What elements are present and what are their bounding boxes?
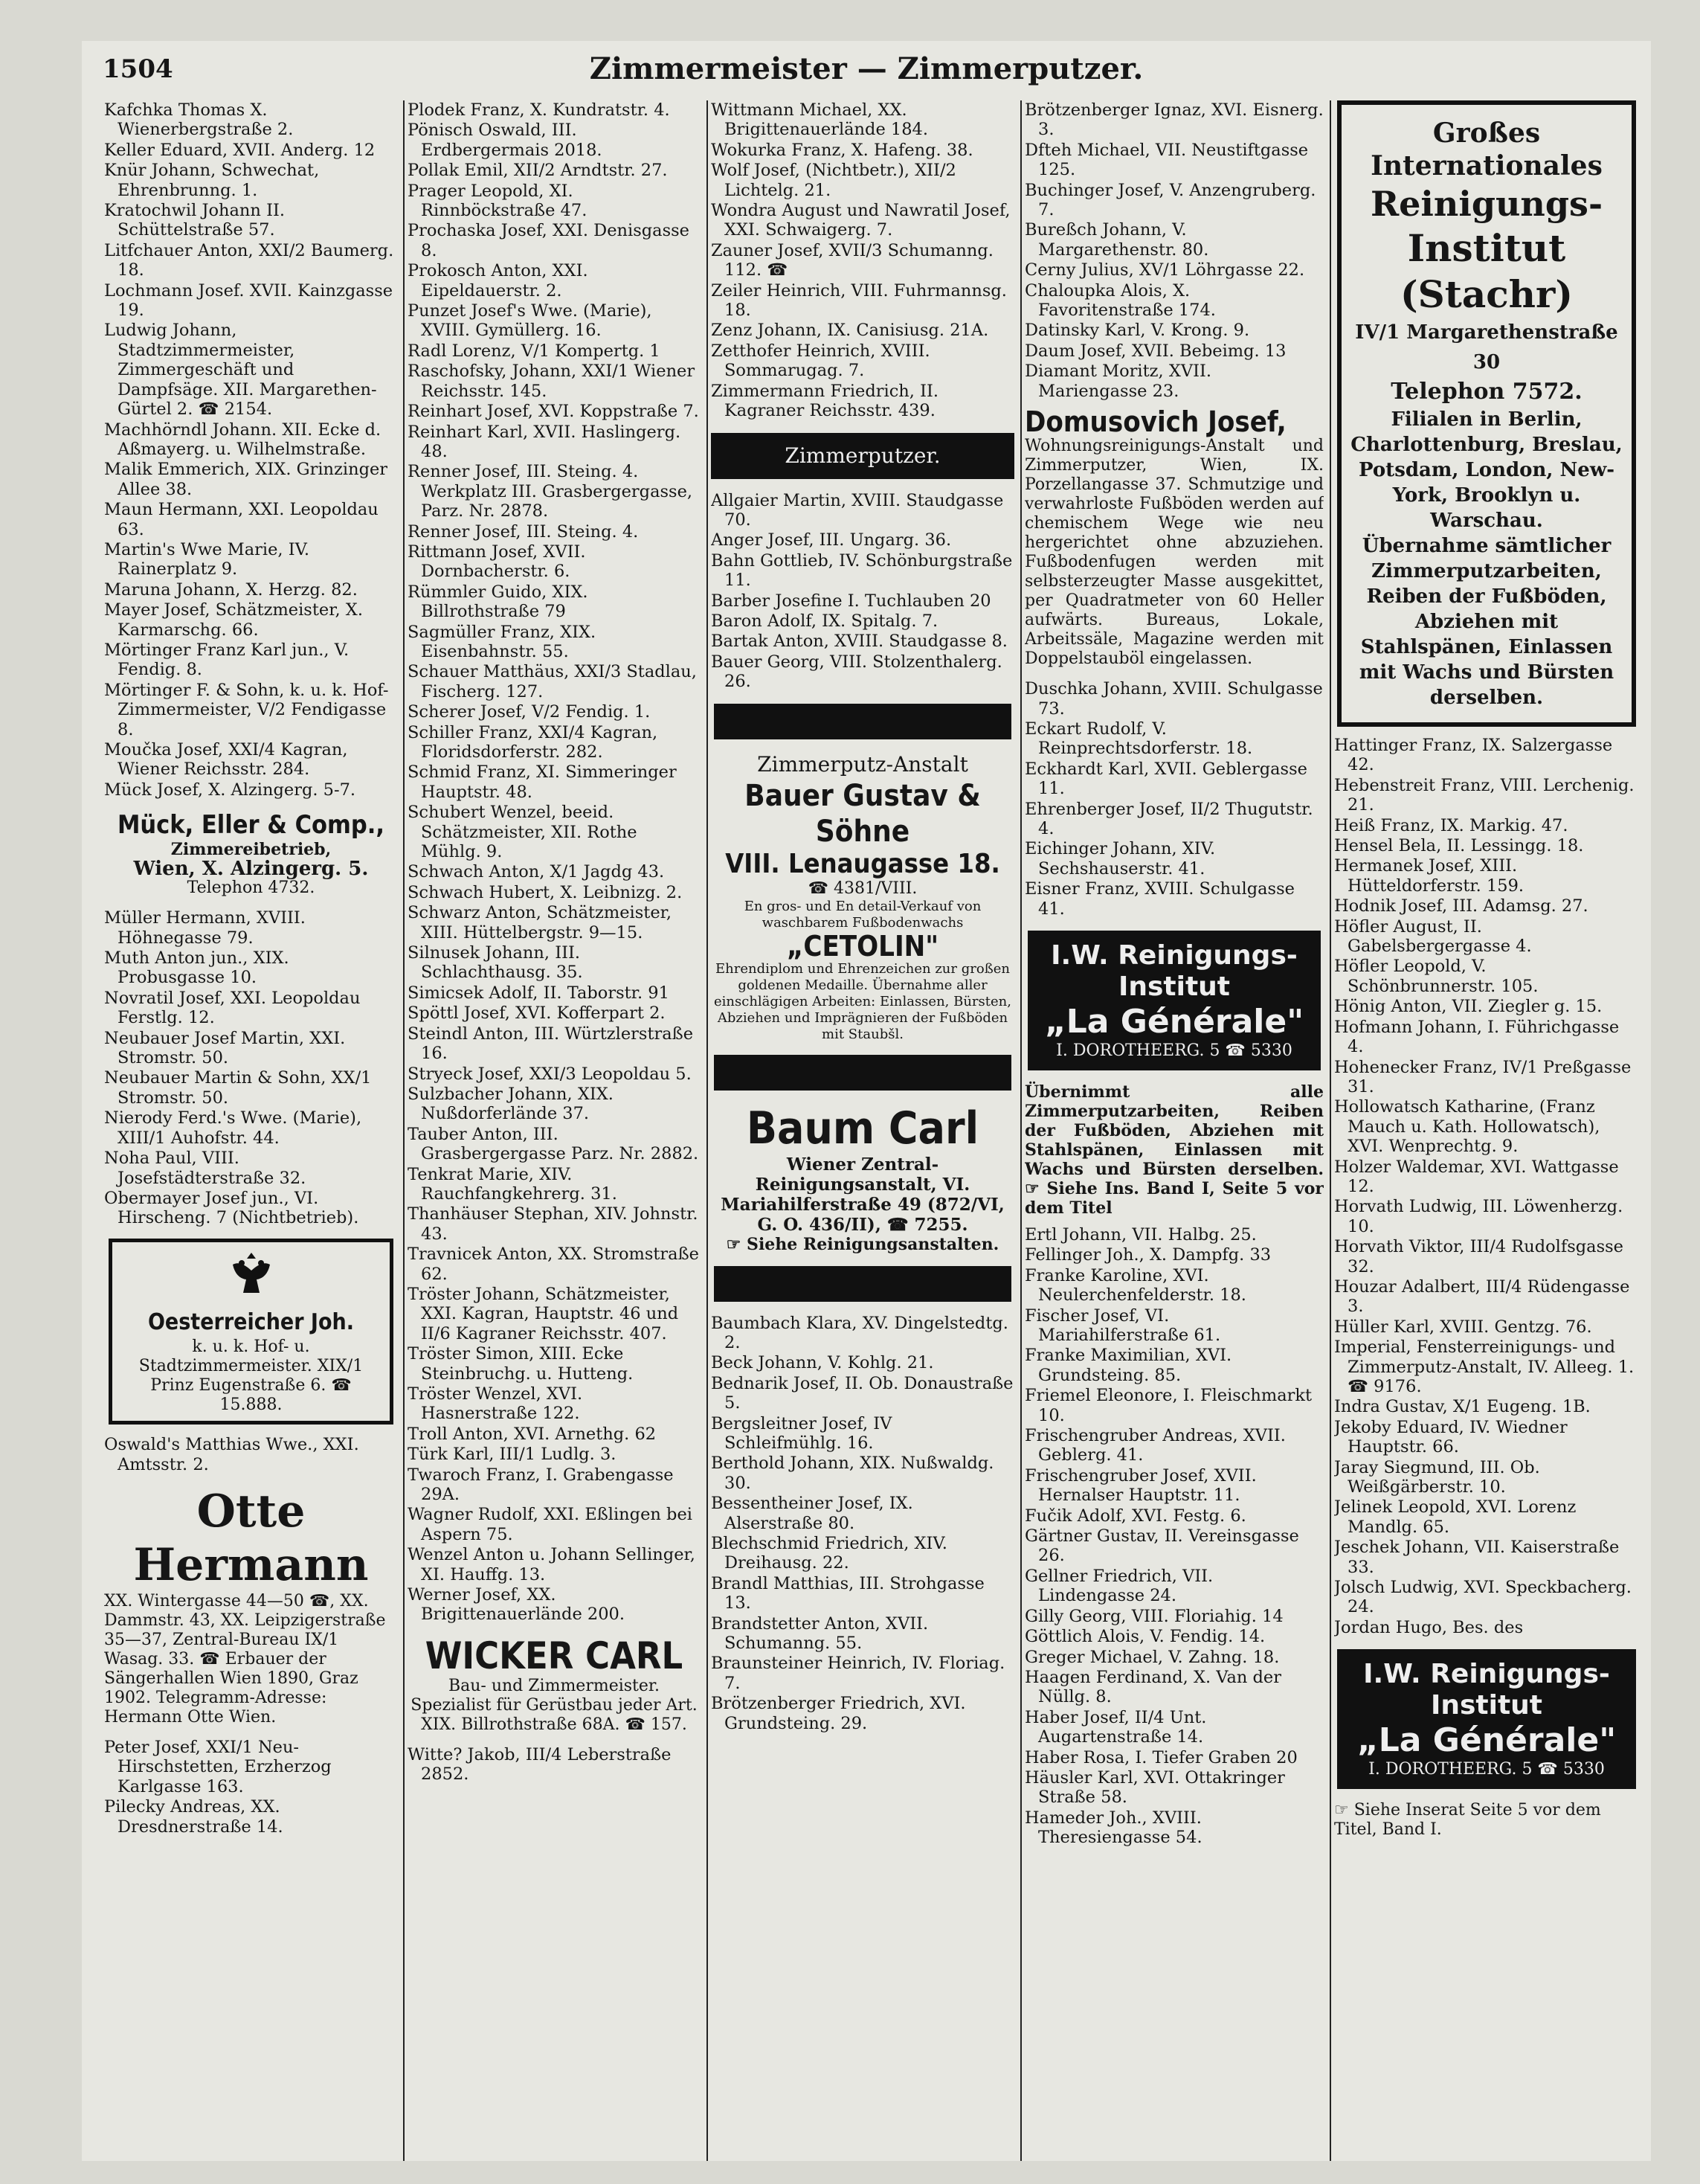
list-item: Franke Maximilian, XVI. Grundsteing. 85. — [1025, 1346, 1232, 1385]
list-item: Schmid Franz, XI. Simmeringer Hauptstr. 48. — [408, 762, 677, 802]
directory-page — [82, 41, 1651, 2161]
ad-line: I.W. Reinigungs- — [1051, 940, 1298, 971]
ad-la-generale — [1028, 931, 1321, 1070]
column-2 — [408, 100, 701, 2161]
list-item: Sagmüller Franz, XIX. Eisenbahnstr. 55. — [408, 622, 596, 661]
list-item: Scherer Josef, V/2 Fendig. 1. — [408, 702, 651, 722]
list-item: Tröster Johann, Schätzmeister, XXI. Kagran, Hauptstr. 46 und II/6 Kagraner Reichsstr. 407. — [408, 1284, 679, 1343]
list-item: Franke Karoline, XVI. Neulerchenfelderstr. 18. — [1025, 1265, 1246, 1305]
list-item: Beck Johann, V. Kohlg. 21. — [711, 1353, 934, 1373]
ad-title: Mück, Eller & Comp., — [117, 810, 385, 841]
list-item: Pönisch Oswald, III. Erdbergermais 2018. — [408, 121, 602, 160]
list-item: Simicsek Adolf, II. Taborstr. 91 — [408, 983, 669, 1003]
list-item: Schwach Hubert, X. Leibnizg. 2. — [408, 882, 683, 902]
list-item: Holzer Waldemar, XVI. Wattgasse 12. — [1334, 1157, 1619, 1196]
list-item: Spöttl Josef, XVI. Kofferpart 2. — [408, 1003, 666, 1024]
ad-branches: Filialen in Berlin, Charlottenburg, Breslau, Potsdam, London, New-York, Brooklyn u. Warschau. — [1350, 408, 1623, 532]
ad-stachr — [1337, 100, 1636, 727]
list-item: Machhörndl Johann. XII. Ecke d. Aßmayerg. u. Wilhelmstraße. — [104, 420, 381, 459]
list-item: Eckhardt Karl, XVII. Geblergasse 11. — [1025, 759, 1307, 799]
running-head: Zimmermeister — Zimmerputzer. — [589, 51, 1144, 86]
list-item: Hensel Bela, II. Lessingg. 18. — [1334, 836, 1584, 856]
list-item: Horvath Ludwig, III. Löwenherzg. 10. — [1334, 1197, 1623, 1236]
ad-line: Institut — [1118, 971, 1231, 1002]
list-item: Tauber Anton, III. Grasbergergasse Parz. Nr. 2882. — [408, 1124, 699, 1164]
ad-line: ☎ 4381/VIII. — [808, 879, 918, 898]
ad-body: k. u. k. Hof- u. Stadtzimmermeister. XIX/1 Prinz Eugenstraße 6. ☎ 15.888. — [138, 1337, 364, 1415]
list-item: Mörtinger Franz Karl jun., V. Fendig. 8. — [104, 640, 350, 680]
list-item: Hüller Karl, XVIII. Gentzg. 76. — [1334, 1317, 1592, 1337]
list-item: Prokosch Anton, XXI. Eipeldauerstr. 2. — [408, 261, 588, 301]
list-item: Bauer Georg, VIII. Stolzenthalerg. 26. — [711, 652, 1002, 692]
list-item: Zauner Josef, XVII/3 Schumanng. 112. ☎ — [711, 240, 994, 280]
ad-title: Institut — [1407, 226, 1566, 270]
entry-list-4a — [1025, 100, 1324, 401]
ad-title: „La Générale" — [1044, 1002, 1304, 1041]
ad-line: Internationales — [1371, 150, 1603, 182]
ad-body: Wiener Zentral-Reinigungsanstalt, VI. Mariahilferstraße 49 (872/VI, G. O. 436/II), ☎ 7255. — [721, 1154, 1005, 1235]
list-item: Hattinger Franz, IX. Salzergasse 42. — [1334, 736, 1613, 775]
column-4 — [1025, 100, 1324, 2161]
list-item: Bahn Gottlieb, IV. Schönburgstraße 11. — [711, 550, 1013, 591]
list-item: Nierody Ferd.'s Wwe. (Marie), XIII/1 Auhofstr. 44. — [104, 1108, 362, 1148]
list-item: Martin's Wwe Marie, IV. Rainerplatz 9. — [104, 539, 310, 579]
list-item: Jelinek Leopold, XVI. Lorenz Mandlg. 65. — [1334, 1497, 1577, 1537]
ad-title: WICKER CARL — [425, 1634, 683, 1677]
list-item: Eisner Franz, XVIII. Schulgasse 41. — [1025, 879, 1295, 919]
list-item: Chaloupka Alois, X. Favoritenstraße 174. — [1025, 280, 1216, 321]
list-item: Noha Paul, VIII. Josefstädterstraße 32. — [104, 1149, 306, 1188]
list-item: Twaroch Franz, I. Grabengasse 29A. — [408, 1465, 674, 1505]
list-item: Eckart Rudolf, V. Reinprechtsdorferstr. 18. — [1025, 719, 1253, 759]
list-item: Eichinger Johann, XIV. Sechshauserstr. 41. — [1025, 839, 1216, 879]
ad-title: (Stachr) — [1400, 272, 1574, 316]
ad-note: ☞ Siehe Inserat Seite 5 vor dem Titel, Band I. — [1334, 1801, 1601, 1840]
list-item: Prager Leopold, XI. Rinnböckstraße 47. — [408, 181, 587, 221]
list-item: Daum Josef, XVII. Bebeimg. 13 — [1025, 341, 1287, 361]
list-item: Ehrenberger Josef, II/2 Thugutstr. 4. — [1025, 799, 1313, 838]
list-item: Peter Josef, XXI/1 Neu-Hirschstetten, Erzherzog Karlgasse 163. — [104, 1737, 332, 1796]
ad-body: Bau- und Zimmermeister. Spezialist für Gerüstbau jeder Art. XIX. Billrothstraße 68A. ☎ 157. — [410, 1676, 698, 1734]
list-item: Litfchauer Anton, XXI/2 Baumerg. 18. — [104, 240, 394, 280]
list-item: Silnusek Johann, III. Schlachthausg. 35. — [408, 943, 583, 983]
ad-line: Ehrendiplom und Ehrenzeichen zur großen goldenen Medaille. Übernahme aller einschlägigen Arbeiten: Einlassen, Bürsten, Abziehen und Imprägnieren der Fußböden mit Staubšl. — [714, 960, 1011, 1042]
list-item: Neubauer Josef Martin, XXI. Stromstr. 50. — [104, 1028, 346, 1068]
list-item: Zenz Johann, IX. Canisiusg. 21A. — [711, 321, 989, 341]
list-item: Radl Lorenz, V/1 Kompertg. 1 — [408, 341, 660, 361]
list-item: Brandstetter Anton, XVII. Schumanng. 55. — [711, 1613, 929, 1654]
list-item: Bednarik Josef, II. Ob. Donaustraße 5. — [711, 1373, 1014, 1413]
ad-wicker — [408, 1635, 701, 1735]
column-rule — [706, 100, 708, 2161]
list-item: Hameder Joh., XVIII. Theresiengasse 54. — [1025, 1808, 1202, 1848]
list-item: Renner Josef, III. Steing. 4. — [408, 521, 639, 542]
list-item: Zeiler Heinrich, VIII. Fuhrmannsg. 18. — [711, 280, 1007, 321]
list-item: Imperial, Fensterreinigungs- und Zimmerputz-Anstalt, IV. Alleeg. 1. ☎ 9176. — [1334, 1337, 1635, 1396]
entry-list-1b — [104, 908, 398, 1228]
list-item: Jekoby Eduard, IV. Wiedner Hauptstr. 66. — [1334, 1417, 1568, 1457]
list-item: Lochmann Josef. XVII. Kainzgasse 19. — [104, 280, 393, 321]
list-item: Höfler August, II. Gabelsbergergasse 4. — [1334, 916, 1532, 957]
list-item: Malik Emmerich, XIX. Grinzinger Allee 38. — [104, 460, 388, 499]
section-title: Zimmerputzer. — [711, 433, 1014, 479]
ad-line: I. DOROTHEERG. 5 ☎ 5330 — [1056, 1041, 1292, 1060]
list-item: Reinhart Josef, XVI. Koppstraße 7. — [408, 402, 699, 422]
list-item: Mück Josef, X. Alzingerg. 5-7. — [104, 780, 356, 800]
ad-body: XX. Wintergasse 44—50 ☎, XX. Dammstr. 43, XX. Leipzigerstraße 35—37, Zentral-Bureau IX/1 Wasag. 33. ☎ Erbauer der Sängerhallen Wien 1890, Graz 1902. Telegramm-Adresse: Hermann Otte Wien. — [104, 1591, 386, 1727]
list-item: Göttlich Alois, V. Fendig. 14. — [1025, 1627, 1266, 1647]
list-item: Gellner Friedrich, VII. Lindengasse 24. — [1025, 1566, 1214, 1606]
list-item: Indra Gustav, X/1 Eugeng. 1B. — [1334, 1397, 1591, 1417]
list-item: Tröster Wenzel, XVI. Hasnerstraße 122. — [408, 1384, 583, 1424]
entry-list-2a — [408, 100, 701, 1625]
list-item: Tröster Simon, XIII. Ecke Steinbruchg. u. Hutteng. — [408, 1344, 634, 1384]
list-item: Zimmermann Friedrich, II. Kagraner Reichsstr. 439. — [711, 381, 939, 421]
list-item: Diamant Moritz, XVII. Mariengasse 23. — [1025, 362, 1212, 401]
ad-body: Wohnungsreinigungs-Anstalt und Zimmerputzer, Wien, IX. Porzellangasse 37. Schmutzige und verwahrloste Fußböden werden auf chemischem Wege wie neu hergerichtet ohne abzuziehen. Fußbodenfugen werden mit selbsterzeugter Masse ausgekittet, per Quadratmeter von 60 Heller aufwärts. Bureaus, Lokale, Arbeitssäle, Magazine werden mit Doppelstauböl eingelassen. — [1025, 437, 1324, 669]
list-item: Keller Eduard, XVII. Anderg. 12 — [104, 140, 376, 160]
entry-list-3b — [711, 491, 1014, 692]
ad-title: Domusovich Josef, — [1025, 405, 1287, 439]
list-item: Friemel Eleonore, I. Fleischmarkt 10. — [1025, 1386, 1313, 1425]
ad-oesterreicher — [109, 1239, 393, 1425]
entry-list-3a — [711, 100, 1014, 421]
list-item: Jolsch Ludwig, XVI. Speckbacherg. 24. — [1334, 1578, 1632, 1617]
list-item: Allgaier Martin, XVIII. Staudgasse 70. — [711, 490, 1004, 530]
list-item: Schwarz Anton, Schätzmeister, XIII. Hüttelbergstr. 9—15. — [408, 903, 672, 942]
list-item: Hönig Anton, VII. Ziegler g. 15. — [1334, 997, 1603, 1017]
entry-list-4c — [1025, 1225, 1324, 1848]
list-item: Brötzenberger Friedrich, XVI. Grundsteing. 29. — [711, 1694, 966, 1733]
list-item: Knür Johann, Schwechat, Ehrenbrunng. 1. — [104, 161, 320, 200]
ad-baum-carl — [711, 1102, 1014, 1254]
column-3 — [711, 100, 1014, 2161]
ad-line: Großes — [1432, 118, 1541, 149]
list-item: Ertl Johann, VII. Halbg. 25. — [1025, 1224, 1257, 1244]
list-item: Sulzbacher Johann, XIX. Nußdorferlände 37. — [408, 1084, 614, 1124]
list-item: Haber Josef, II/4 Unt. Augartenstraße 14. — [1025, 1707, 1207, 1747]
list-item: Mörtinger F. & Sohn, k. u. k. Hof-Zimmermeister, V/2 Fendigasse 8. — [104, 680, 389, 739]
list-item: Hebenstreit Franz, VIII. Lerchenig. 21. — [1334, 775, 1635, 815]
list-item: Jaray Siegmund, III. Ob. Weißgärberstr. 10. — [1334, 1457, 1540, 1497]
list-item: Anger Josef, III. Ungarg. 36. — [711, 530, 952, 550]
ad-title: Reinigungs- — [1370, 184, 1603, 224]
list-item: Novratil Josef, XXI. Leopoldau Ferstlg. 12. — [104, 988, 361, 1028]
list-item: Braunsteiner Heinrich, IV. Floriag. 7. — [711, 1654, 1005, 1693]
list-item: Horvath Viktor, III/4 Rudolfsgasse 32. — [1334, 1237, 1623, 1276]
list-item: Blechschmid Friedrich, XIV. Dreihausg. 22. — [711, 1534, 947, 1573]
list-item: Kafchka Thomas X. Wienerbergstraße 2. — [104, 100, 294, 140]
list-item: Gärtner Gustav, II. Vereinsgasse 26. — [1025, 1526, 1299, 1566]
list-item: Gilly Georg, VIII. Floriahig. 14 — [1025, 1606, 1284, 1626]
list-item: Brötzenberger Ignaz, XVI. Eisnerg. 3. — [1025, 100, 1324, 140]
list-item: Hermanek Josef, XIII. Hütteldorferstr. 159. — [1334, 856, 1524, 896]
list-item: Bessentheiner Josef, IX. Alserstraße 80. — [711, 1494, 913, 1533]
ad-line: Institut — [1430, 1690, 1543, 1721]
list-item: Heiß Franz, IX. Markig. 47. — [1334, 815, 1568, 835]
entry-list-5a — [1334, 736, 1639, 1637]
list-item: Jeschek Johann, VII. Kaiserstraße 33. — [1334, 1538, 1620, 1577]
list-item: Schubert Wenzel, beeid. Schätzmeister, XII. Rothe Mühlg. 9. — [408, 803, 637, 862]
list-item: Frischengruber Josef, XVII. Hernalser Hauptstr. 11. — [1025, 1465, 1257, 1506]
column-rule — [1020, 100, 1022, 2161]
list-item: Dfteh Michael, VII. Neustiftgasse 125. — [1025, 140, 1309, 180]
list-item: Rittmann Josef, XVII. Dornbacherstr. 6. — [408, 542, 586, 582]
list-item: Prochaska Josef, XXI. Denisgasse 8. — [408, 221, 689, 260]
ad-line: Wien, X. Alzingerg. 5. — [133, 858, 369, 881]
ad-address: VIII. Lenaugasse 18. — [725, 848, 1000, 879]
list-item: Reinhart Karl, XVII. Haslingerg. 48. — [408, 422, 681, 461]
divider-bar — [714, 704, 1011, 739]
list-item: Maun Hermann, XXI. Leopoldau 63. — [104, 500, 379, 539]
ad-address: IV/1 Margarethenstraße 30 — [1355, 321, 1618, 373]
page-header — [82, 41, 1651, 100]
list-item: Brandl Matthias, III. Strohgasse 13. — [711, 1573, 985, 1613]
list-item: Häusler Karl, XVI. Ottakringer Straße 58. — [1025, 1767, 1285, 1808]
ad-domusovich — [1025, 407, 1324, 669]
list-item: Fischer Josef, VI. Mariahilferstraße 61. — [1025, 1305, 1221, 1345]
ad-text: Übernimmt alle Zimmerputzarbeiten, Reiben der Fußböden, Abziehen mit Stahlspänen, Einlassen mit Wachs und Bürsten derselben. ☞ Siehe Ins. Band I, Seite 5 vor dem Titel — [1025, 1082, 1324, 1218]
entry-list-1a — [104, 100, 398, 800]
column-rule — [1330, 100, 1331, 2161]
ad-mueck-eller — [104, 810, 398, 898]
double-eagle-icon — [225, 1248, 277, 1300]
list-item: Houzar Adalbert, III/4 Rüdengasse 3. — [1334, 1276, 1630, 1317]
list-item: Hohenecker Franz, IV/1 Preßgasse 31. — [1334, 1057, 1632, 1096]
list-item: Jordan Hugo, Bes. des — [1334, 1617, 1524, 1637]
ad-title: Oesterreicher Joh. — [147, 1309, 354, 1336]
list-item: Travnicek Anton, XX. Stromstraße 62. — [408, 1244, 699, 1284]
list-item: Punzet Josef's Wwe. (Marie), XVIII. Gymüllerg. 16. — [408, 301, 652, 341]
list-item: Haber Rosa, I. Tiefer Graben 20 — [1025, 1747, 1298, 1767]
list-item: Hollowatsch Katharine, (Franz Mauch u. Kath. Hollowatsch), XVI. Wenprechtg. 9. — [1334, 1097, 1600, 1157]
list-item: Wolf Josef, (Nichtbetr.), XII/2 Lichtelg. 21. — [711, 161, 956, 200]
page-number: 1504 — [103, 54, 173, 84]
divider-bar — [714, 1055, 1011, 1091]
list-item: Bergsleitner Josef, IV Schleifmühlg. 16. — [711, 1413, 892, 1453]
list-item: Duschka Johann, XVIII. Schulgasse 73. — [1025, 679, 1323, 719]
ad-product: „CETOLIN" — [786, 929, 939, 963]
ad-line: Telephon 4732. — [187, 879, 315, 898]
list-item: Bureßch Johann, V. Margarethenstr. 80. — [1025, 220, 1209, 260]
list-item: Maruna Johann, X. Herzg. 82. — [104, 579, 358, 600]
list-item: Wondra August und Nawratil Josef, XXI. Schwaigerg. 7. — [711, 201, 1011, 240]
ad-line: Zimmerputz-Anstalt — [757, 751, 968, 777]
list-item: Hodnik Josef, III. Adamsg. 27. — [1334, 896, 1588, 916]
list-item: Müller Hermann, XVIII. Höhnegasse 79. — [104, 908, 306, 948]
list-item: Ludwig Johann, Stadtzimmermeister, Zimmergeschäft und Dampfsäge. XII. Margarethen-Gürtel 2. ☎ 2154. — [104, 321, 377, 420]
column-rule — [403, 100, 405, 2161]
list-item: Fučik Adolf, XVI. Festg. 6. — [1025, 1506, 1246, 1526]
list-item: Steindl Anton, III. Würtzlerstraße 16. — [408, 1024, 694, 1064]
list-item: Mayer Josef, Schätzmeister, X. Karmarschg. 66. — [104, 600, 363, 640]
ad-title: „La Générale" — [1356, 1721, 1617, 1760]
list-item: Wokurka Franz, X. Hafeng. 38. — [711, 140, 973, 160]
ad-otte — [104, 1485, 398, 1727]
list-item: Wagner Rudolf, XXI. Eßlingen bei Aspern 75. — [408, 1505, 692, 1544]
list-item: Tenkrat Marie, XIV. Rauchfangkehrerg. 31. — [408, 1164, 617, 1204]
list-item: Höfler Leopold, V. Schönbrunnerstr. 105. — [1334, 957, 1539, 996]
list-item: Rümmler Guido, XIX. Billrothstraße 79 — [408, 582, 588, 622]
list-item: Wenzel Anton u. Johann Sellinger, XI. Hauffg. 13. — [408, 1545, 695, 1584]
list-item: Muth Anton jun., XIX. Probusgasse 10. — [104, 948, 289, 988]
entry-list-4b — [1025, 679, 1324, 919]
list-item: Raschofsky, Johann, XXI/1 Wiener Reichsstr. 145. — [408, 362, 695, 401]
list-item: Greger Michael, V. Zahng. 18. — [1025, 1647, 1280, 1667]
list-item: Pollak Emil, XII/2 Arndtstr. 27. — [408, 161, 668, 181]
list-item: Barber Josefine I. Tuchlauben 20 — [711, 591, 991, 611]
ad-line: I.W. Reinigungs- — [1363, 1659, 1610, 1690]
list-item: Zetthofer Heinrich, XVIII. Sommarugag. 7. — [711, 341, 930, 381]
list-item: Thanhäuser Stephan, XIV. Johnstr. 43. — [408, 1204, 698, 1244]
list-item: Wittmann Michael, XX. Brigittenauerlände 184. — [711, 100, 929, 140]
list-item: Obermayer Josef jun., VI. Hirscheng. 7 (Nichtbetrieb). — [104, 1188, 359, 1228]
ad-services: Übernahme sämtlicher Zimmerputzarbeiten, Reiben der Fußböden, Abziehen mit Stahlspänen, Einlassen mit Wachs und Bürsten derselben. — [1359, 535, 1614, 709]
list-item: Frischengruber Andreas, XVII. Geblerg. 41. — [1025, 1426, 1286, 1465]
column-5 — [1334, 100, 1639, 2161]
list-item: Oswald's Matthias Wwe., XXI. Amtsstr. 2. — [104, 1435, 359, 1474]
list-item: Werner Josef, XX. Brigittenauerlände 200. — [408, 1585, 625, 1625]
ad-phone: Telephon 7572. — [1391, 379, 1583, 405]
ad-bauer-gustav — [711, 751, 1014, 1043]
list-item: Stryeck Josef, XXI/3 Leopoldau 5. — [408, 1064, 692, 1084]
list-item: Moučka Josef, XXI/4 Kagran, Wiener Reichsstr. 284. — [104, 740, 348, 780]
list-item: Türk Karl, III/1 Ludlg. 3. — [408, 1445, 616, 1465]
list-item: Pilecky Andreas, XX. Dresdnerstraße 14. — [104, 1797, 283, 1837]
ad-title: Bauer Gustav & Söhne — [744, 778, 981, 849]
list-item: Schwach Anton, X/1 Jagdg 43. — [408, 862, 665, 882]
ad-line: En gros- und En detail-Verkauf von waschbarem Fußbodenwachs — [744, 898, 982, 931]
list-item: Schiller Franz, XXI/4 Kagran, Floridsdorferstr. 282. — [408, 722, 658, 762]
list-item: Cerny Julius, XV/1 Löhrgasse 22. — [1025, 260, 1305, 280]
column-1 — [104, 100, 398, 2161]
ad-title: Baum Carl — [746, 1102, 979, 1154]
ad-line: Zimmereibetrieb, — [170, 840, 332, 860]
ad-line: I. DOROTHEERG. 5 ☎ 5330 — [1368, 1760, 1605, 1779]
divider-bar — [714, 1266, 1011, 1302]
list-item: Buchinger Josef, V. Anzengruberg. 7. — [1025, 180, 1316, 220]
ad-la-generale — [1337, 1649, 1636, 1789]
ad-title: Otte Hermann — [133, 1485, 369, 1591]
list-item: Fellinger Joh., X. Dampfg. 33 — [1025, 1245, 1272, 1265]
list-item: Renner Josef, III. Steing. 4. Werkplatz III. Grasbergergasse, Parz. Nr. 2878. — [408, 462, 693, 521]
list-item: Bartak Anton, XVIII. Staudgasse 8. — [711, 632, 1008, 652]
list-item: Hofmann Johann, I. Führichgasse 4. — [1334, 1017, 1620, 1057]
list-item: Plodek Franz, X. Kundratstr. 4. — [408, 100, 670, 120]
list-item: Neubauer Martin & Sohn, XX/1 Stromstr. 50. — [104, 1068, 372, 1108]
entry-list-1c — [104, 1738, 398, 1837]
list-item: Witte? Jakob, III/4 Leberstraße 2852. — [408, 1744, 672, 1785]
list-item: Haagen Ferdinand, X. Van der Nüllg. 8. — [1025, 1667, 1282, 1707]
list-item: Baron Adolf, IX. Spitalg. 7. — [711, 611, 938, 631]
list-item: Berthold Johann, XIX. Nußwaldg. 30. — [711, 1454, 994, 1493]
list-item: Baumbach Klara, XV. Dingelstedtg. 2. — [711, 1313, 1008, 1352]
list-item: Troll Anton, XVI. Arnethg. 62 — [408, 1424, 657, 1444]
list-item: Schauer Matthäus, XXI/3 Stadlau, Fischerg. 127. — [408, 662, 697, 701]
ad-line: ☞ Siehe Reinigungsanstalten. — [726, 1234, 999, 1254]
list-item: Kratochwil Johann II. Schüttelstraße 57. — [104, 201, 285, 240]
list-item: Datinsky Karl, V. Krong. 9. — [1025, 321, 1250, 341]
entry-list-3c — [711, 1314, 1014, 1734]
